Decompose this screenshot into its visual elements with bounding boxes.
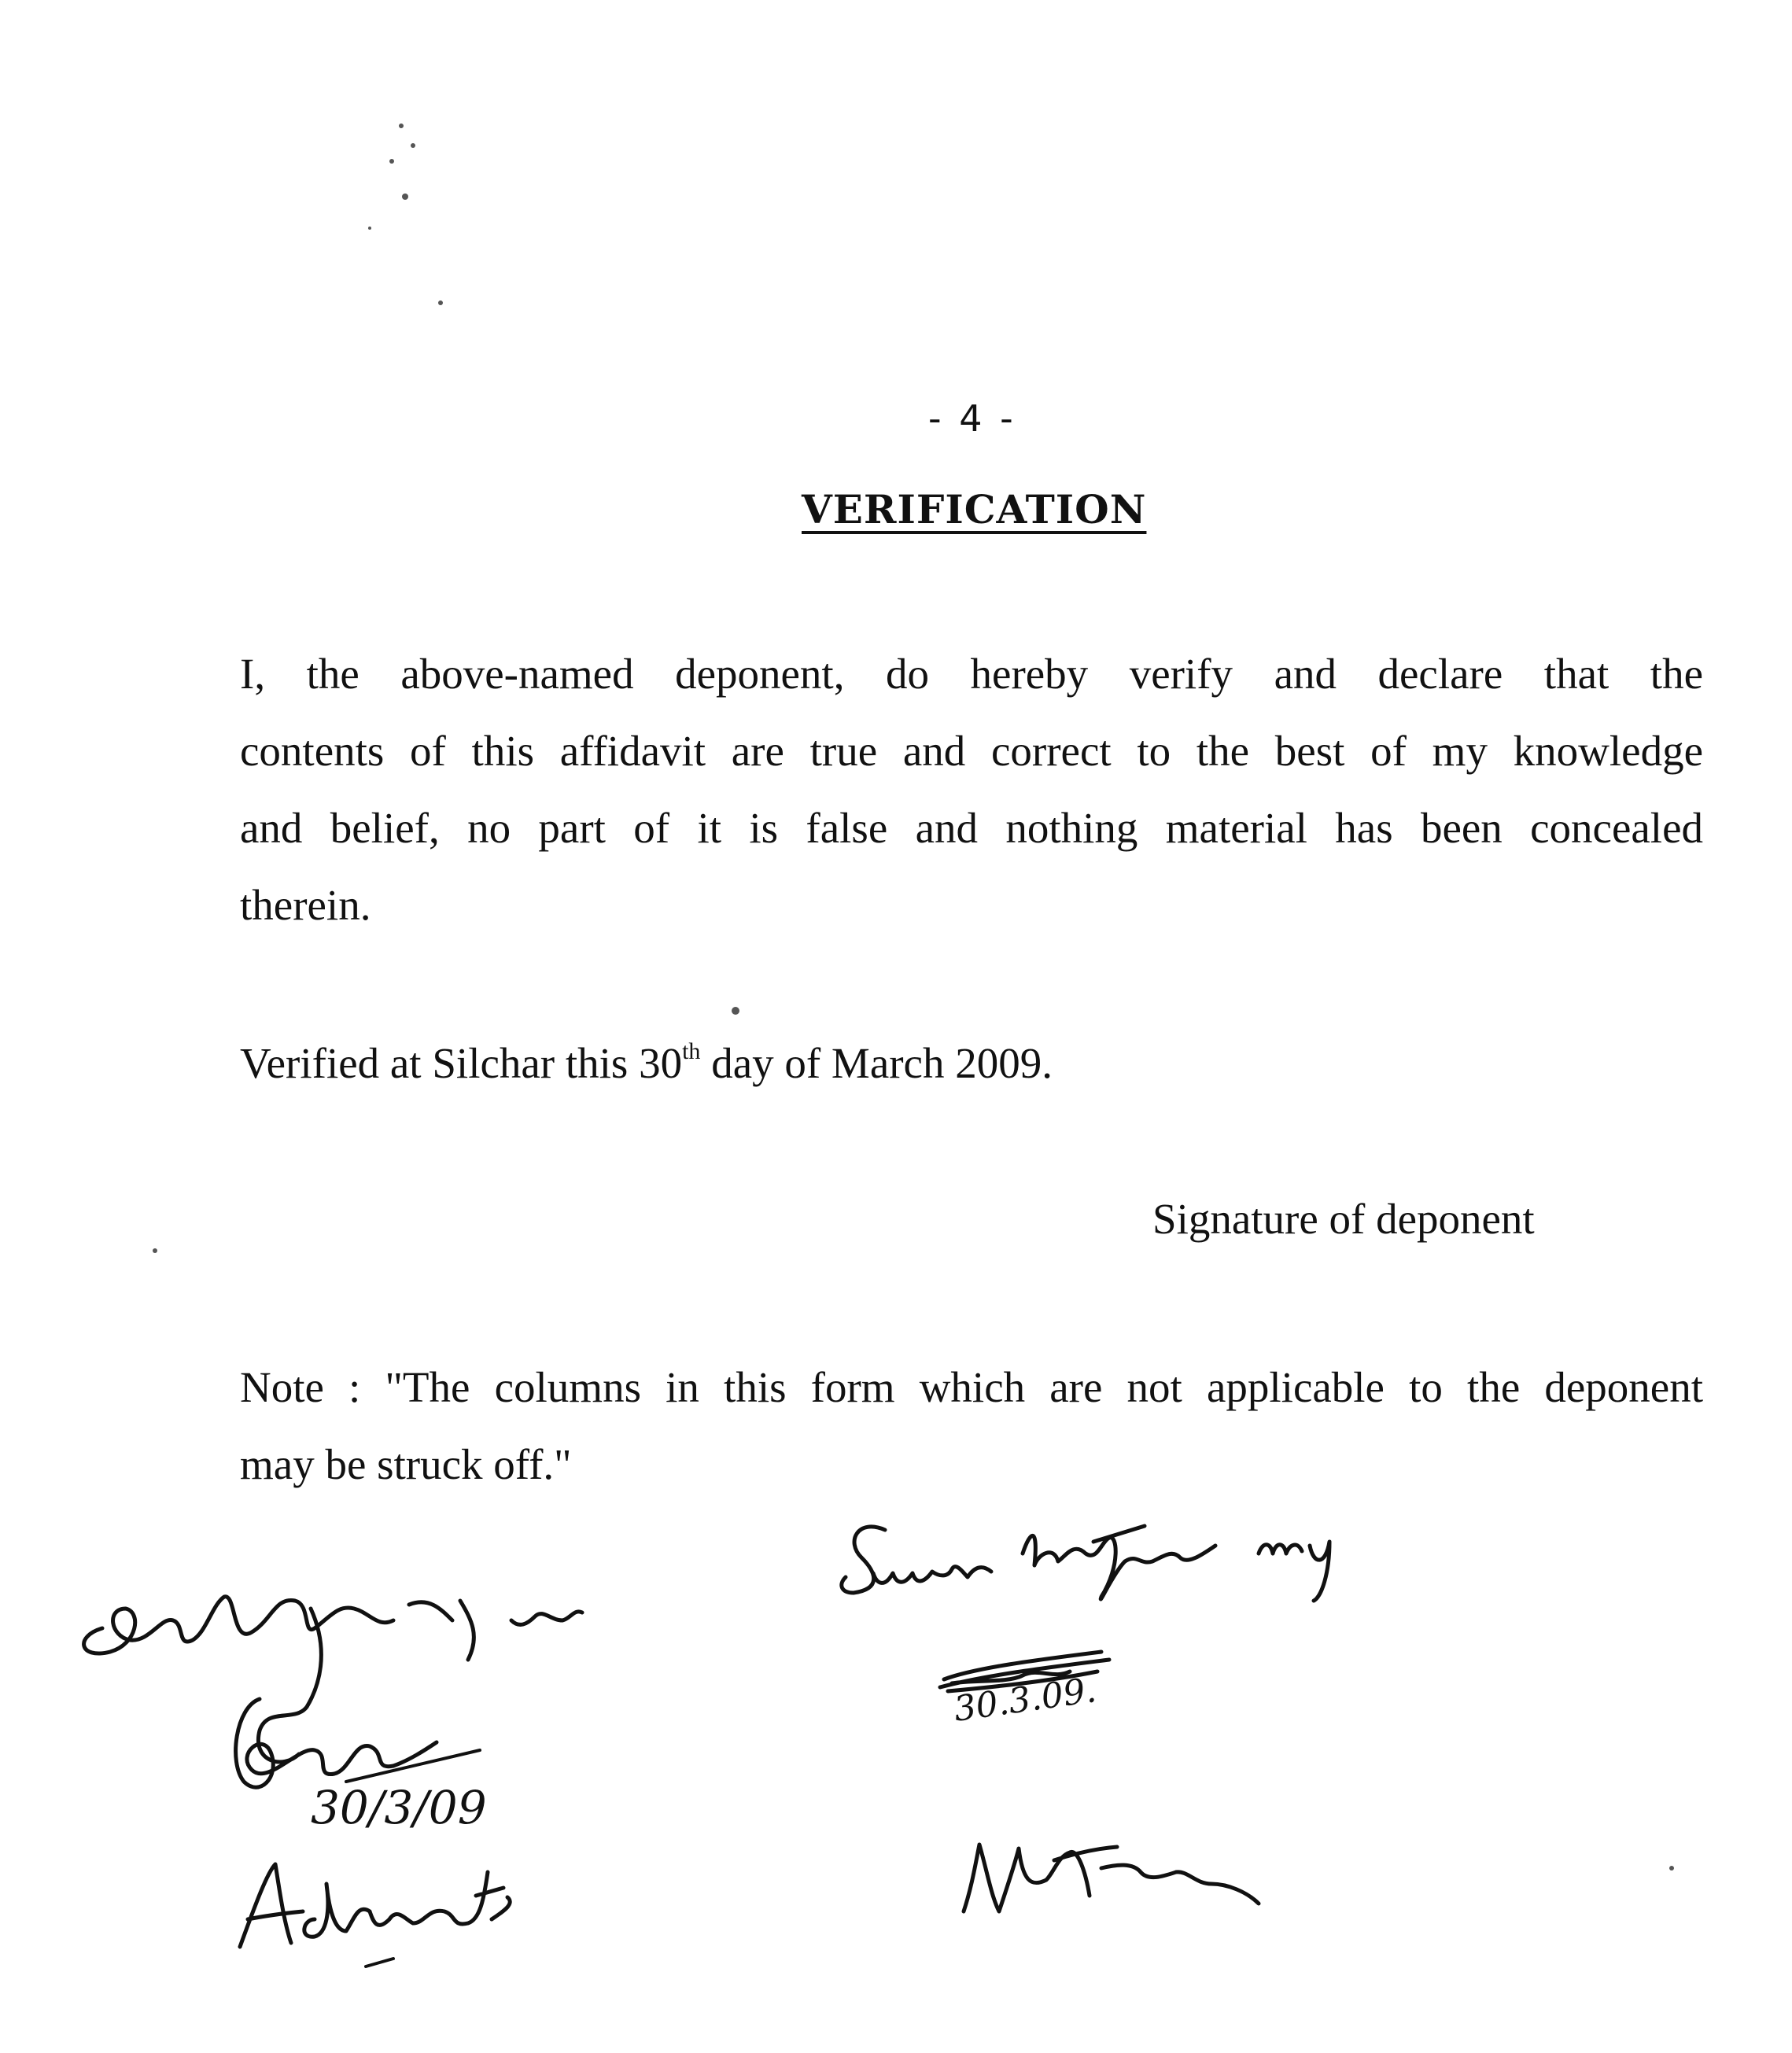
- verified-ordinal: th: [682, 1038, 701, 1064]
- advocate-word-handwriting: [240, 1864, 510, 1966]
- page-number: - 4 -: [928, 397, 1016, 440]
- advocate-date: 30/3/09: [311, 1781, 487, 1834]
- paragraph-line: therein.: [240, 881, 371, 929]
- paragraph-line: contents of this affidavit are true and correct to the best of my knowledge: [240, 727, 1703, 775]
- note-line: Note : "The columns in this form which are not applicable to the deponent: [240, 1363, 1703, 1411]
- verified-text: Verified at Silchar this 30: [240, 1039, 683, 1087]
- paragraph-line: and belief, no part of it is false and nothing material has been concealed: [240, 804, 1703, 852]
- scan-noise: [153, 123, 1674, 1871]
- magistrate-date: 30.3.09.: [951, 1670, 1099, 1730]
- verification-heading: VERIFICATION: [802, 486, 1147, 533]
- advocate-initials-scribble: [236, 1699, 480, 1787]
- note-line: may be struck off.": [240, 1440, 572, 1488]
- verified-text-end: day of March 2009.: [700, 1039, 1053, 1087]
- paragraph-line: I, the above-named deponent, do hereby verify and declare that the: [240, 650, 1703, 698]
- sworn-before-handwriting: [842, 1526, 1329, 1601]
- magistrate-signature: [964, 1845, 1259, 1911]
- deponent-signature-caption: Signature of deponent: [1152, 1195, 1535, 1243]
- identified-by-signature: [84, 1597, 582, 1762]
